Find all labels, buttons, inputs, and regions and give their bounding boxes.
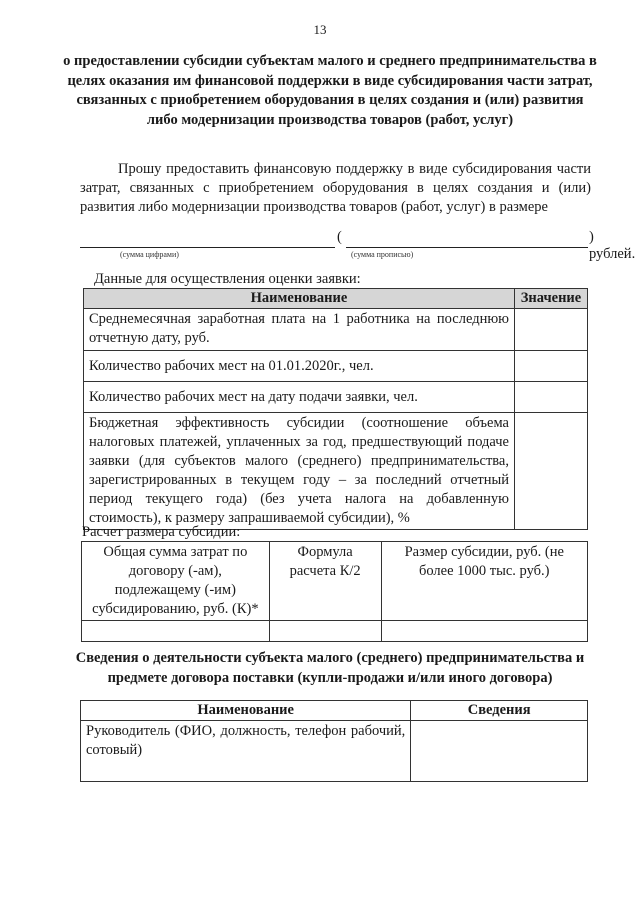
assessment-header-name: Наименование bbox=[84, 289, 515, 309]
activity-row-name: Руководитель (ФИО, должность, телефон рабочий, сотовый) bbox=[81, 721, 411, 782]
assessment-row-name: Количество рабочих мест на 01.01.2020г., чел. bbox=[84, 351, 515, 382]
calculation-subsidy-value[interactable] bbox=[381, 621, 587, 642]
assessment-row-name: Бюджетная эффективность субсидии (соотношение объема налоговых платежей, уплаченных за год, предшествующий подаче заявки (для субъектов малого (среднего) предпринимательства, зарегистрированных в текущем году – за последний отчетный период текущего года) (без учета налога на добавленную стоимость), к размеру запрашиваемой субсидии), % bbox=[84, 413, 515, 530]
calculation-header-total: Общая сумма затрат по договору (-ам), подлежащему (-им) субсидированию, руб. (К)* bbox=[82, 542, 270, 621]
calculation-header-row bbox=[82, 542, 588, 621]
document-title: о предоставлении субсидии субъектам малого и среднего предпринимательства в целях оказания им финансовой поддержки в виде субсидирования части затрат, связанных с приобретением оборудования в целях создания и (или) развития либо модернизации производства товаров (работ, услуг) bbox=[63, 53, 597, 128]
hint-words: (сумма прописью) bbox=[351, 250, 414, 259]
table-row bbox=[84, 382, 588, 413]
activity-table bbox=[80, 700, 588, 782]
page-number: 13 bbox=[313, 22, 327, 37]
activity-header-row bbox=[81, 701, 588, 721]
calculation-formula-value[interactable] bbox=[269, 621, 381, 642]
activity-row-value[interactable] bbox=[411, 721, 588, 782]
assessment-header-row bbox=[84, 289, 588, 309]
request-paragraph: Прошу предоставить финансовую поддержку в виде субсидирования части затрат, связанных с приобретением оборудования в целях создания и (или) развития либо модернизации производства товаров (работ, услуг) в размере bbox=[80, 161, 591, 215]
table-row bbox=[84, 309, 588, 351]
assessment-row-value[interactable] bbox=[515, 309, 588, 351]
calculation-header-formula: Формула расчета К/2 bbox=[269, 542, 381, 621]
amount-digits-underline bbox=[80, 247, 335, 248]
hint-digits: (сумма цифрами) bbox=[120, 250, 179, 259]
calculation-total-value[interactable] bbox=[82, 621, 270, 642]
table-row bbox=[84, 351, 588, 382]
table-row bbox=[84, 413, 588, 530]
assessment-row-value[interactable] bbox=[515, 413, 588, 530]
calculation-label: Расчет размера субсидии: bbox=[82, 524, 241, 540]
amount-words-underline bbox=[346, 247, 588, 248]
assessment-row-name: Количество рабочих мест на дату подачи заявки, чел. bbox=[84, 382, 515, 413]
assessment-label: Данные для осуществления оценки заявки: bbox=[94, 271, 361, 287]
assessment-row-name: Среднемесячная заработная плата на 1 работника на последнюю отчетную дату, руб. bbox=[84, 309, 515, 351]
assessment-row-value[interactable] bbox=[515, 382, 588, 413]
assessment-header-value: Значение bbox=[515, 289, 588, 309]
assessment-table bbox=[83, 288, 588, 530]
assessment-row-value[interactable] bbox=[515, 351, 588, 382]
table-row bbox=[82, 621, 588, 642]
calculation-table bbox=[81, 541, 588, 642]
amount-open-paren: ( bbox=[337, 229, 342, 245]
calculation-header-subsidy: Размер субсидии, руб. (не более 1000 тыс. руб.) bbox=[381, 542, 587, 621]
activity-heading: Сведения о деятельности субъекта малого (среднего) предпринимательства и предмете договора поставки (купли-продажи и/или иного договора) bbox=[75, 650, 585, 686]
activity-header-info: Сведения bbox=[411, 701, 588, 721]
amount-close-paren: ) рублей. bbox=[589, 229, 636, 262]
table-row bbox=[81, 721, 588, 782]
activity-header-name: Наименование bbox=[81, 701, 411, 721]
